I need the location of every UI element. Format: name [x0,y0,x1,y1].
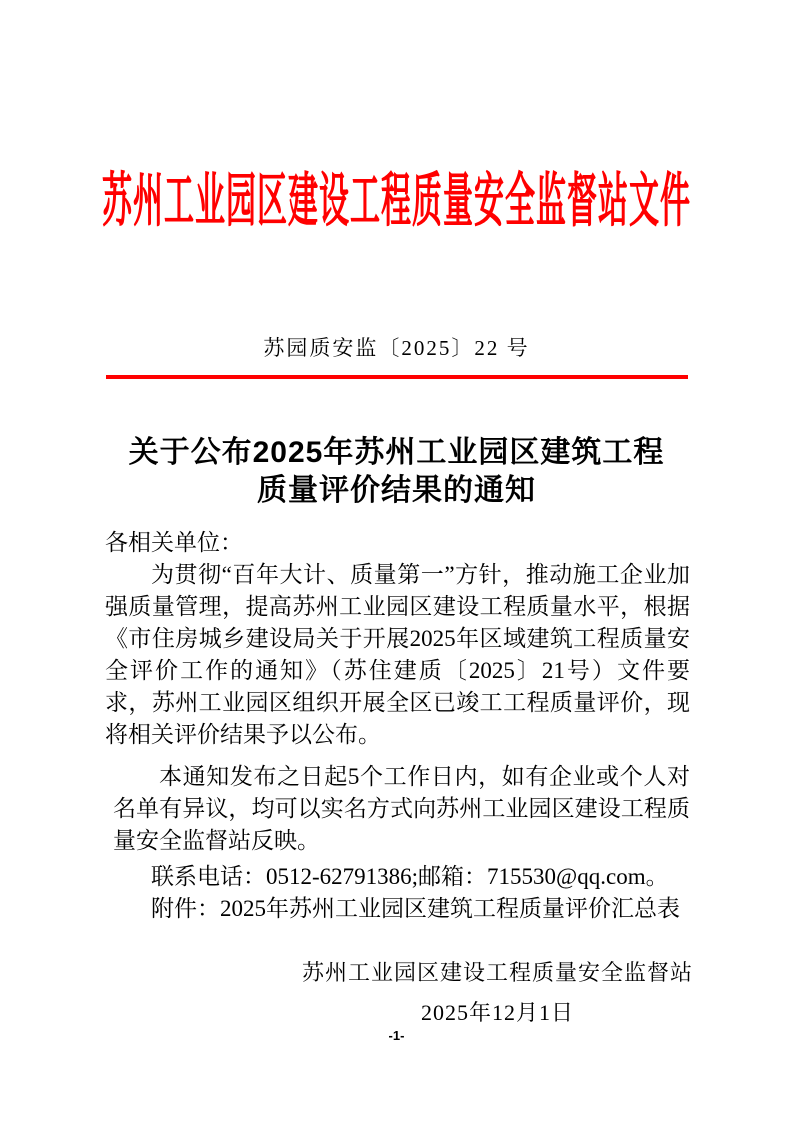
contact-info-line: 联系电话：0512-62791386;邮箱：715530@qq.com。 [151,864,669,889]
body-paragraph-1: 为贯彻“百年大计、质量第一”方针，推动施工企业加强质量管理，提高苏州工业园区建设工程质量水平，根据《市住房城乡建设局关于开展2025年区域建筑工程质量安全评价工作的通知》（苏住建质〔2025〕21号）文件要求，苏州工业园区组织开展全区已竣工工程质量评价，现将相关评价结果予以公布。 [105,562,690,747]
notice-title-line-1: 关于公布2025年苏州工业园区建筑工程 [128,436,665,469]
document-number: 苏园质安监〔2025〕22 号 [263,336,530,360]
signature-block [302,960,693,1026]
salutation: 各相关单位： [105,530,243,555]
issue-date: 2025年12月1日 [420,1000,574,1025]
red-separator-rule [106,375,688,379]
notice-title-line-2: 质量评价结果的通知 [257,474,536,507]
letterhead-title: 苏州工业园区建设工程质量安全监督站文件 [102,169,691,234]
notice-body [105,527,690,925]
body-paragraph-2: 本通知发布之日起5个工作日内，如有企业或个人对名单有异议，均可以实名方式向苏州工业园区建设工程质量安全监督站反映。 [113,764,690,853]
attachment-line: 附件：2025年苏州工业园区建筑工程质量评价汇总表 [151,896,680,921]
letterhead-banner [0,150,793,240]
notice-title [0,434,793,510]
issuing-authority: 苏州工业园区建设工程质量安全监督站 [301,960,693,985]
page-number: -1- [388,1028,405,1043]
